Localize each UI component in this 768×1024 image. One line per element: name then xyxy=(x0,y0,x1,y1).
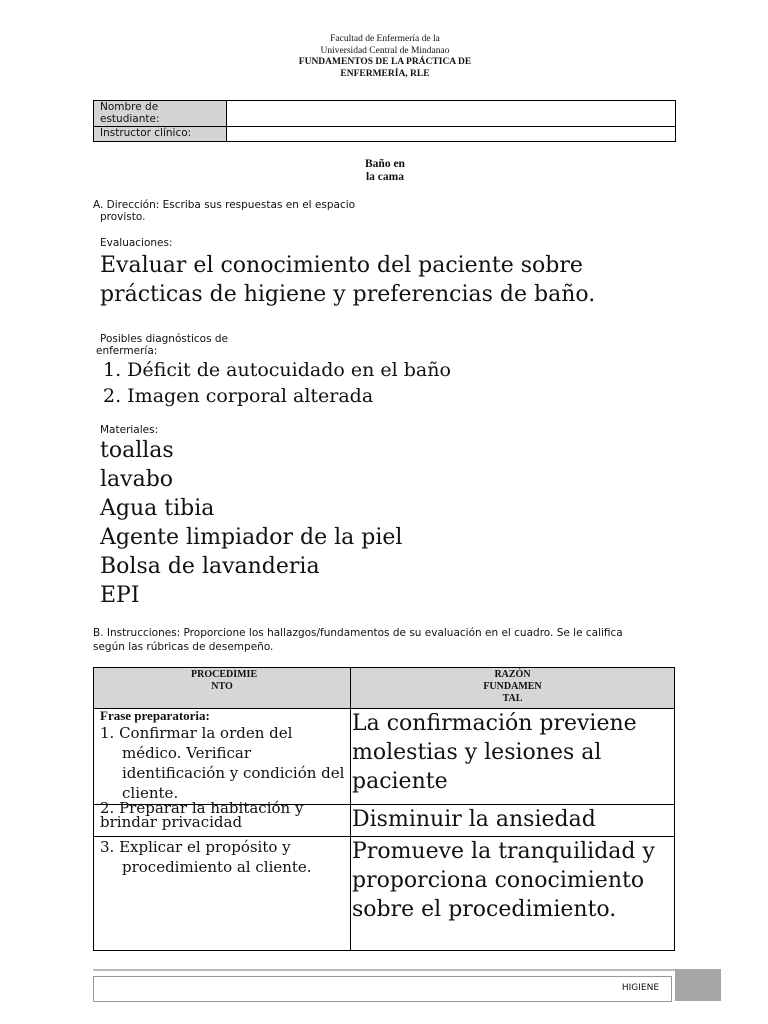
footer-box xyxy=(93,976,672,1002)
student-info-table xyxy=(93,100,676,142)
procedure-cell xyxy=(94,799,351,837)
footer-tab xyxy=(675,969,721,1001)
header-course: FUNDAMENTOS DE LA PRÁCTICA DE xyxy=(298,57,472,67)
student-name-label: Nombre de estudiante: xyxy=(94,101,227,127)
materials-label: Materiales: xyxy=(100,424,159,436)
header-university: Universidad Central de Mindanao xyxy=(320,45,450,56)
title-line-1: Baño en xyxy=(365,158,405,170)
title-line-2: la cama xyxy=(365,171,404,183)
procedure-step: 1. Confirmar la orden del médico. Verificar identificación y condición del cliente. xyxy=(100,724,345,802)
material-item: EPI xyxy=(100,583,140,608)
direction-text: A. Dirección: Escriba sus respuestas en el espacio xyxy=(93,199,356,211)
material-item: Agua tibia xyxy=(100,496,215,521)
assessment-text-2: prácticas de higiene y preferencias de baño. xyxy=(100,282,596,307)
instructor-field[interactable] xyxy=(227,127,676,142)
rationale-cell: La confirmación previene molestias y lesiones al paciente xyxy=(351,709,675,805)
diagnosis-label: Posibles diagnósticos de xyxy=(100,333,229,345)
instructions-text-2: según las rúbricas de desempeño. xyxy=(93,641,274,653)
diagnosis-item: 1. Déficit de autocuidado en el baño xyxy=(103,359,451,381)
rationale-cell: Promueve la tranquilidad y proporciona conocimiento sobre el procedimiento. xyxy=(351,837,675,951)
procedure-cell xyxy=(94,837,351,951)
rationale-cell: Disminuir la ansiedad xyxy=(351,805,675,837)
diagnosis-item: 2. Imagen corporal alterada xyxy=(103,385,374,407)
header-faculty: Facultad de Enfermería de la xyxy=(330,34,440,44)
document-header xyxy=(230,34,540,86)
instructions-text: B. Instrucciones: Proporcione los hallazgos/fundamentos de su evaluación en el cuadro. Se le califica xyxy=(93,627,623,639)
assessment-label: Evaluaciones: xyxy=(100,237,173,249)
direction-text-2: provisto. xyxy=(100,211,146,223)
procedure-table xyxy=(93,667,675,951)
procedure-cell xyxy=(94,709,351,805)
material-item: toallas xyxy=(100,438,174,463)
procedure-header: PROCEDIMIE NTO xyxy=(94,668,351,709)
material-item: lavabo xyxy=(100,467,174,492)
material-item: Agente limpiador de la piel xyxy=(100,525,403,550)
diagnosis-label-2: enfermería: xyxy=(96,345,158,357)
material-item: Bolsa de lavanderia xyxy=(100,554,320,579)
procedure-step: 2. Preparar la habitación y brindar privacidad xyxy=(100,799,304,831)
student-name-field[interactable] xyxy=(227,101,676,127)
procedure-step: 3. Explicar el propósito y procedimiento al cliente. xyxy=(100,838,312,876)
rationale-header: RAZÓN FUNDAMEN TAL xyxy=(351,668,675,709)
prep-label: Frase preparatoria: xyxy=(100,708,210,723)
instructor-label: Instructor clínico: xyxy=(94,127,227,142)
header-course-2: ENFERMERÍA, RLE xyxy=(340,68,430,79)
assessment-text-1: Evaluar el conocimiento del paciente sobre xyxy=(100,253,583,278)
document-title xyxy=(340,158,430,184)
footer-divider xyxy=(93,969,721,971)
footer-label: HIGIENE xyxy=(621,983,659,993)
